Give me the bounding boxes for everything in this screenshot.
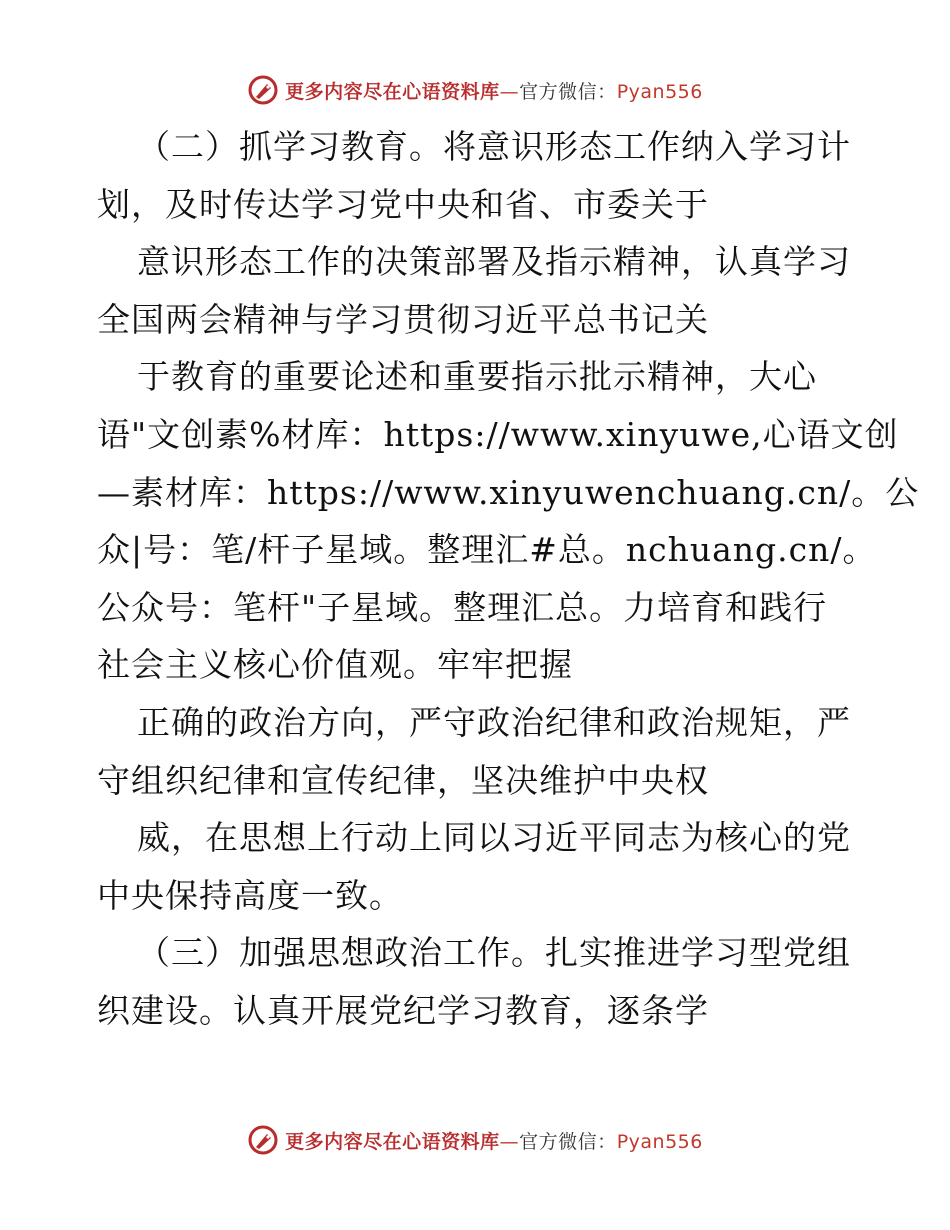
body-line: 划，及时传达学习党中央和省、市委关于	[97, 184, 709, 224]
header-banner	[0, 70, 950, 110]
body-line: 织建设。认真开展党纪学习教育，逐条学	[97, 990, 709, 1030]
footer-banner-text	[285, 1127, 703, 1154]
body-line: 守组织纪律和宣传纪律，坚决维护中央权	[97, 760, 709, 800]
body-line: 众|号：笔/杆子星域。整理汇#总。nchuang.cn/。	[97, 530, 877, 570]
body-line: 中央保持高度一致。	[97, 875, 403, 915]
header-wechat-account: Pyan556	[616, 80, 703, 103]
header-brand: 更多内容尽在心语资料库	[285, 80, 500, 103]
body-line: （二）抓学习教育。将意识形态工作纳入学习计	[137, 127, 851, 166]
body-line: 公众号：笔杆"子星域。整理汇总。力培育和践行	[97, 587, 828, 627]
header-banner-text	[285, 77, 703, 104]
header-separator: —	[499, 80, 520, 103]
body-line: 意识形态工作的决策部署及指示精神，认真学习	[137, 242, 851, 282]
body-line: 社会主义核心价值观。牢牢把握	[97, 645, 573, 685]
header-wechat-label: 官方微信：	[519, 80, 617, 103]
body-line: 正确的政治方向，严守政治纪律和政治规矩，严	[137, 702, 851, 742]
body-line: —素材库：https://www.xinyuwenchuang.cn/。公	[97, 472, 920, 512]
footer-brand: 更多内容尽在心语资料库	[285, 1130, 500, 1153]
pen-nib-logo-icon	[247, 74, 279, 106]
footer-wechat-label: 官方微信：	[519, 1130, 617, 1153]
body-line: 威，在思想上行动上同以习近平同志为核心的党	[137, 818, 851, 858]
body-line: 全国两会精神与学习贯彻习近平总书记关	[97, 299, 709, 339]
footer-separator: —	[499, 1130, 520, 1153]
pen-nib-logo-icon	[247, 1124, 279, 1156]
body-line: 于教育的重要论述和重要指示批示精神，大心	[137, 357, 817, 397]
footer-wechat-account: Pyan556	[616, 1130, 703, 1153]
body-line: （三）加强思想政治工作。扎实推进学习型党组	[137, 933, 851, 973]
footer-banner	[0, 1120, 950, 1160]
body-line: 语"文创素%材库：https://www.xinyuwe,心语文创	[97, 414, 899, 454]
document-body	[97, 118, 920, 1040]
